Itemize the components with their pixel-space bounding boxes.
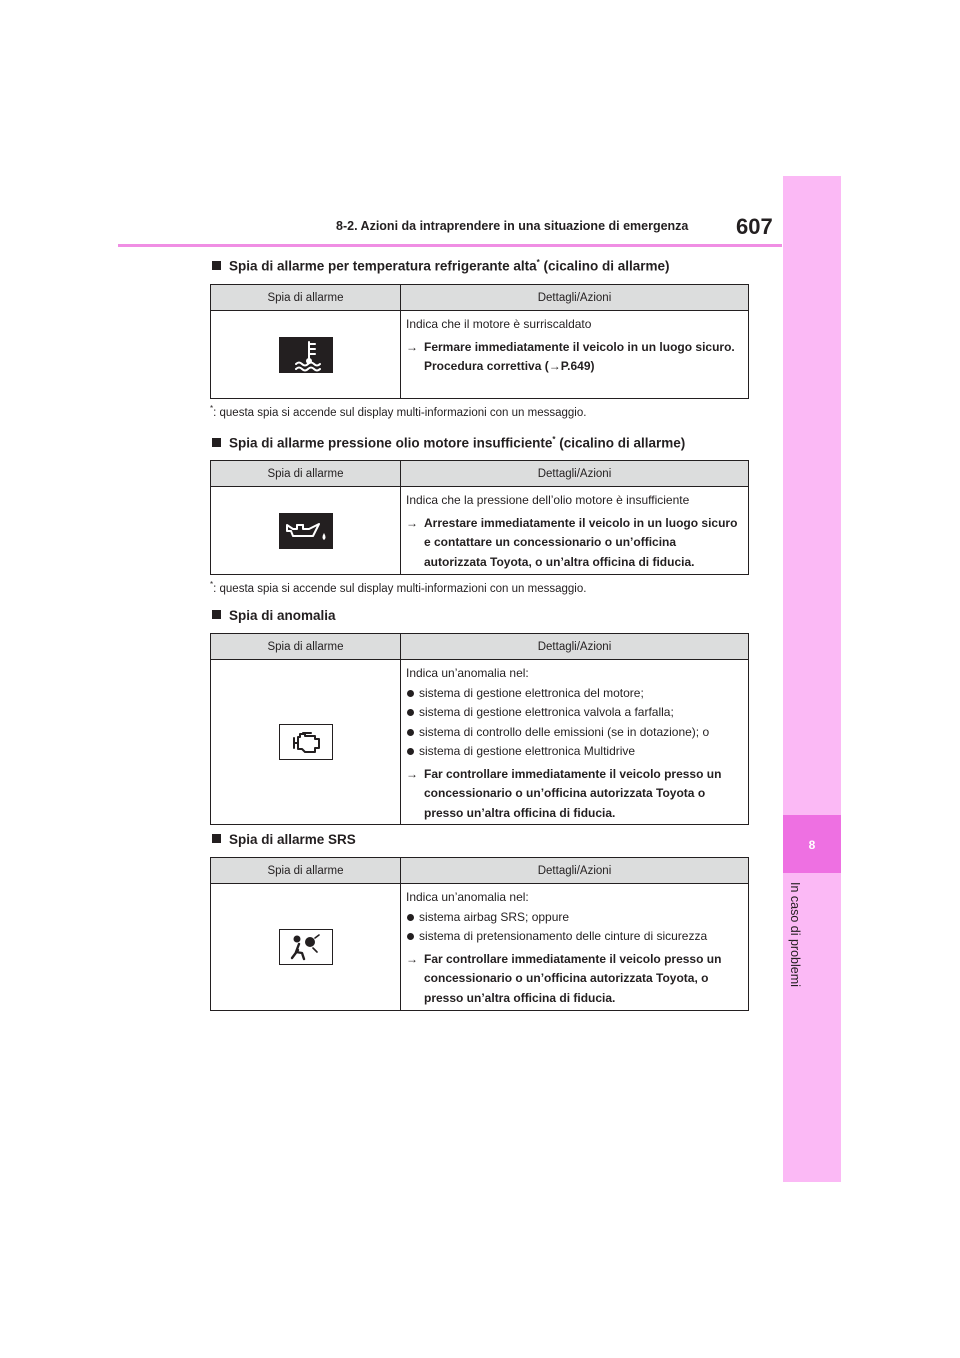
header-title: 8-2. Azioni da intraprendere in una situazione di emergenza bbox=[336, 219, 689, 233]
details-cell bbox=[401, 487, 748, 574]
column-header-warning-light: Spia di allarme bbox=[211, 461, 401, 486]
description-text: Indica che il motore è surriscaldato bbox=[406, 317, 592, 331]
action-line: Fermare immediatamente il veicolo in un luogo sicuro. bbox=[424, 339, 735, 354]
footnote-marker: * bbox=[536, 258, 540, 267]
column-header-warning-light: Spia di allarme bbox=[211, 858, 401, 883]
coolant-temperature-icon bbox=[279, 337, 333, 373]
section-heading-malfunction bbox=[212, 608, 336, 623]
side-tab bbox=[783, 176, 841, 1182]
table-header bbox=[211, 858, 748, 884]
arrow-icon: → bbox=[548, 359, 561, 373]
section-heading-srs bbox=[212, 832, 356, 847]
square-bullet-icon bbox=[212, 438, 221, 447]
description-text: Indica che la pressione dell’olio motore è insufficiente bbox=[406, 493, 690, 507]
table-header bbox=[211, 285, 748, 311]
page-number: 607 bbox=[736, 214, 773, 239]
footnote-marker: * bbox=[552, 435, 556, 444]
action-text bbox=[406, 765, 742, 824]
square-bullet-icon bbox=[212, 261, 221, 270]
heading-text: Spia di allarme pressione olio motore insufficiente bbox=[229, 435, 553, 451]
column-header-details: Dettagli/Azioni bbox=[537, 467, 612, 480]
heading-suffix: (cicalino di allarme) bbox=[543, 258, 670, 274]
table-row bbox=[211, 487, 748, 574]
arrow-icon: → bbox=[406, 766, 418, 781]
table-header bbox=[211, 634, 748, 660]
description-text: Indica un’anomalia nel: bbox=[406, 890, 529, 904]
list-item: sistema di controllo delle emissioni (se in dotazione); o bbox=[406, 723, 742, 743]
chapter-number: 8 bbox=[808, 838, 816, 852]
table-row bbox=[211, 884, 748, 1010]
details-cell bbox=[401, 660, 748, 824]
heading-text: Spia di allarme per temperatura refrigerante alta bbox=[229, 258, 537, 274]
table-row bbox=[211, 311, 748, 398]
list-item: sistema di gestione elettronica Multidrive bbox=[406, 742, 742, 762]
arrow-icon: → bbox=[406, 515, 418, 530]
section-heading-oil-pressure bbox=[212, 435, 685, 451]
check-engine-icon bbox=[279, 724, 333, 760]
warning-table-oil-pressure bbox=[210, 460, 749, 575]
column-header-details: Dettagli/Azioni bbox=[537, 291, 612, 304]
column-header-details: Dettagli/Azioni bbox=[537, 640, 612, 653]
column-header-details: Dettagli/Azioni bbox=[537, 864, 612, 877]
section-heading-coolant bbox=[212, 258, 670, 274]
table-header bbox=[211, 461, 748, 487]
header-rule bbox=[118, 244, 782, 247]
details-cell bbox=[401, 311, 748, 398]
list-item: sistema di gestione elettronica valvola a farfalla; bbox=[406, 703, 742, 723]
action-line: Arrestare immediatamente il veicolo in un luogo sicuro e contattare un concessionario o un’officina autorizzata Toyota, o un’altra officina di fiducia. bbox=[424, 515, 738, 569]
arrow-icon: → bbox=[406, 339, 418, 354]
square-bullet-icon bbox=[212, 610, 221, 619]
srs-airbag-icon bbox=[279, 929, 333, 965]
arrow-icon: → bbox=[406, 951, 418, 966]
action-text bbox=[406, 338, 742, 377]
list-item: sistema di gestione elettronica del motore; bbox=[406, 684, 742, 704]
list-item: sistema di pretensionamento delle cinture di sicurezza bbox=[406, 927, 742, 947]
warning-table-coolant bbox=[210, 284, 749, 399]
description-text: Indica un’anomalia nel: bbox=[406, 666, 529, 680]
heading-text: Spia di anomalia bbox=[229, 608, 336, 623]
heading-suffix: (cicalino di allarme) bbox=[559, 435, 686, 451]
column-header-warning-light: Spia di allarme bbox=[211, 285, 401, 310]
oil-pressure-icon bbox=[279, 513, 333, 549]
action-line: Far controllare immediatamente il veicolo presso un concessionario o un’officina autorizzata Toyota, o presso un’altra officina di fiducia. bbox=[424, 951, 722, 1005]
warning-table-malfunction bbox=[210, 633, 749, 825]
warning-table-srs bbox=[210, 857, 749, 1011]
table-row bbox=[211, 660, 748, 824]
action-line: Far controllare immediatamente il veicolo presso un concessionario o un’officina autorizzata Toyota o presso un’altra officina di fiducia. bbox=[424, 766, 722, 820]
column-header-warning-light: Spia di allarme bbox=[211, 634, 401, 659]
action-text bbox=[406, 514, 742, 573]
action-line-procedure: Procedura correttiva (→P.649) bbox=[424, 359, 595, 373]
chapter-label: In caso di problemi bbox=[788, 882, 802, 987]
heading-text: Spia di allarme SRS bbox=[229, 832, 356, 847]
footnote: *: questa spia si accende sul display multi-informazioni con un messaggio. bbox=[210, 404, 587, 419]
action-text bbox=[406, 950, 742, 1009]
page-reference: P.649) bbox=[560, 359, 595, 373]
footnote: *: questa spia si accende sul display multi-informazioni con un messaggio. bbox=[210, 580, 587, 595]
list-item: sistema airbag SRS; oppure bbox=[406, 908, 742, 928]
details-cell bbox=[401, 884, 748, 1010]
square-bullet-icon bbox=[212, 834, 221, 843]
